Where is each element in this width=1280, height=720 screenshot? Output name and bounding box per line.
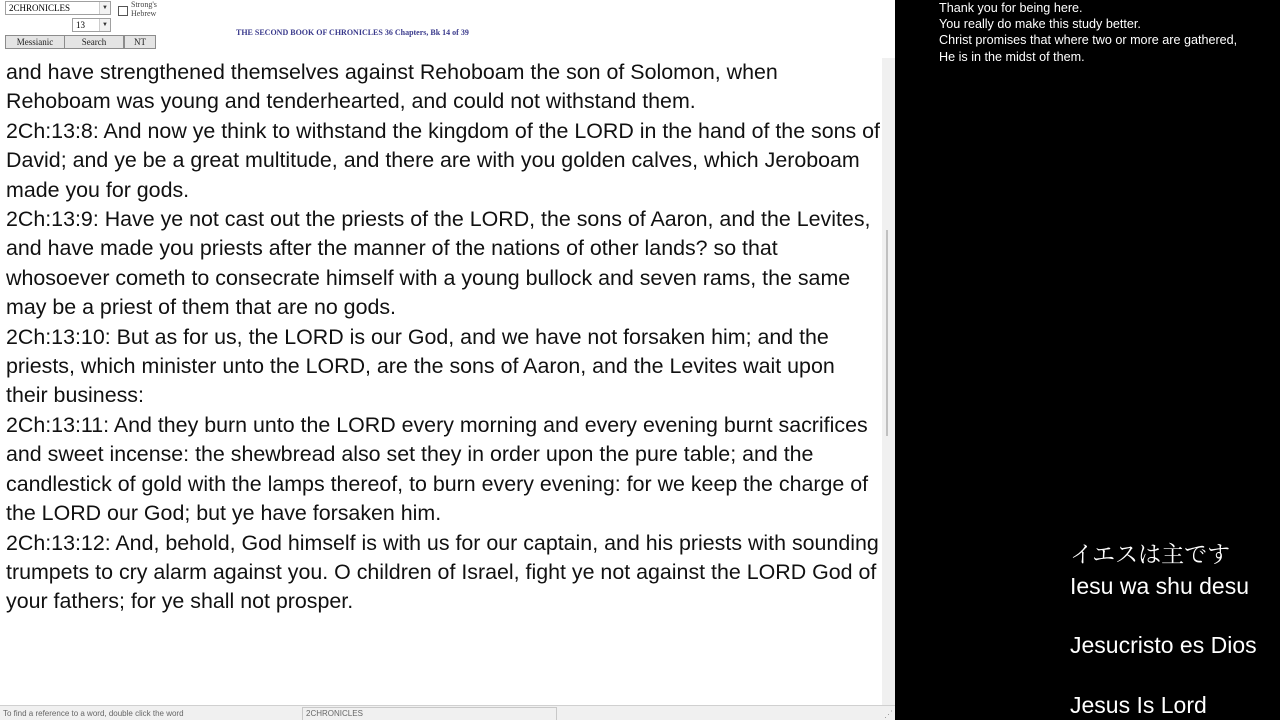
status-hint: To find a reference to a word, double click the word <box>3 709 184 718</box>
chevron-down-icon[interactable]: ▼ <box>99 19 110 31</box>
romaji-text: Iesu wa shu desu <box>1070 573 1250 599</box>
status-bar <box>0 705 895 720</box>
message-line: You really do make this study better. <box>939 17 1141 32</box>
status-book-field: 2CHRONICLES <box>302 707 557 720</box>
vertical-scrollbar[interactable] <box>882 58 895 705</box>
messianic-button[interactable]: Messianic <box>5 35 65 49</box>
message-line: Christ promises that where two or more are gathered, <box>939 33 1238 48</box>
overlay-message <box>939 0 1279 65</box>
verse[interactable]: 2Ch:13:10: But as for us, the LORD is our God, and we have not forsaken him; and the priests, which minister unto the LORD, are the sons of Aaron, and the Levites wait upon their business: <box>6 324 835 408</box>
book-select[interactable] <box>5 1 111 15</box>
spanish-text: Jesucristo es Dios <box>1070 632 1257 658</box>
verse[interactable]: 2Ch:13:9: Have ye not cast out the priests of the LORD, the sons of Aaron, and the Levites, and have made you priests after the manner of the nations of other lands? so that whosoever cometh to consecrate himself with a young bullock and seven rams, the same may be a priest of them that are no gods. <box>6 207 871 320</box>
verse[interactable]: 2Ch:13:12: And, behold, God himself is with us for our captain, and his priests with sounding trumpets to cry alarm against you. O children of Israel, fight ye not against the LORD God of your fathers; for ye shall not prosper. <box>6 530 879 614</box>
verse[interactable]: 2Ch:13:11: And they burn unto the LORD every morning and every evening burnt sacrifices and sweet incense: the shewbread also set they in order upon the pure table; and the candlestick of gold with the lamps thereof, to burn every evening: for we keep the charge of the LORD our God; but ye have forsaken him. <box>6 412 869 526</box>
verse[interactable]: and have strengthened themselves against Rehoboam the son of Solomon, when Rehoboam was young and tenderhearted, and could not withstand them. <box>6 60 778 114</box>
scrollbar-thumb[interactable] <box>886 230 888 436</box>
chapter-select[interactable] <box>72 18 111 32</box>
chapter-select-value: 13 <box>76 20 85 30</box>
scripture-text-pane[interactable] <box>0 58 882 705</box>
chevron-down-icon[interactable]: ▼ <box>99 2 110 14</box>
japanese-text: イエスは主です <box>1070 541 1231 567</box>
message-line: Thank you for being here. <box>939 1 1083 15</box>
search-button[interactable]: Search <box>64 35 124 49</box>
message-line: He is in the midst of them. <box>939 49 1085 64</box>
strongs-hebrew-label: Strong's Hebrew <box>131 0 157 18</box>
verse-list <box>0 58 882 617</box>
resize-grip-icon[interactable]: ⋰ <box>884 709 893 719</box>
verse[interactable]: 2Ch:13:8: And now ye think to withstand the kingdom of the LORD in the hand of the sons of David; and ye be a great multitude, and there are with you golden calves, which Jeroboam made you for gods. <box>6 118 880 202</box>
toolbar <box>0 0 895 60</box>
strongs-hebrew-checkbox[interactable] <box>118 6 128 16</box>
book-title: THE SECOND BOOK OF CHRONICLES 36 Chapters, Bk 14 of 39 <box>236 28 469 37</box>
english-text: Jesus Is Lord <box>1070 692 1207 718</box>
nt-button[interactable]: NT <box>124 35 156 49</box>
book-select-value: 2CHRONICLES <box>9 3 71 13</box>
